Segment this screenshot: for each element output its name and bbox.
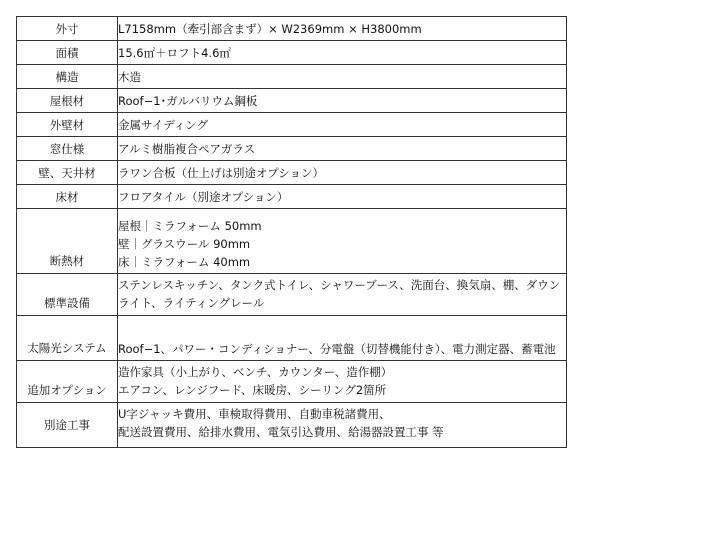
spec-row-additional-options <box>17 361 567 403</box>
spec-value-line: フロアタイル（別途オプション） <box>118 189 289 204</box>
spec-value-line: 床｜ミラフォーム 40mm <box>118 255 251 269</box>
spec-label: 外寸 <box>17 17 118 41</box>
spec-value-line: 屋根｜ミラフォーム 50mm <box>118 219 262 233</box>
spec-value <box>118 209 567 274</box>
spec-value-line: エアコン、レンジフード、床暖房、シーリング2箇所 <box>118 383 387 397</box>
spec-value-line: ラワン合板（仕上げは別途オプション） <box>118 165 324 180</box>
spec-label: 追加オプション <box>17 361 118 403</box>
spec-label: 標準設備 <box>17 274 118 316</box>
spec-value-line: 15.6㎡＋ロフト4.6㎡ <box>118 45 231 60</box>
spec-value-line: Roof−1･ガルバリウム鋼板 <box>118 93 258 108</box>
spec-value <box>118 361 567 403</box>
spec-table <box>16 16 567 448</box>
spec-value <box>118 274 567 316</box>
spec-value <box>118 185 567 209</box>
spec-label: 外壁材 <box>17 113 118 137</box>
spec-value-line: 壁｜グラスウール 90mm <box>118 237 251 251</box>
spec-label: 構造 <box>17 65 118 89</box>
spec-value <box>118 316 567 361</box>
spec-value <box>118 17 567 41</box>
spec-value-line: 造作家具（小上がり、ベンチ、カウンター、造作棚） <box>118 365 393 379</box>
spec-row-area <box>17 41 567 65</box>
spec-value <box>118 65 567 89</box>
spec-value <box>118 113 567 137</box>
spec-label: 面積 <box>17 41 118 65</box>
spec-value <box>118 403 567 448</box>
spec-value-line: Roof−1、パワー・コンディショナー、分電盤（切替機能付き）、電力測定器、蓄電池 <box>118 342 556 356</box>
spec-row-outer-size <box>17 17 567 41</box>
spec-value-line: ステンレスキッチン、タンク式トイレ、シャワーブース、洗面台、換気扇、棚、ダウン <box>118 278 561 292</box>
spec-value-line: ライト、ライティングレール <box>118 296 265 310</box>
spec-value-line: 配送設置費用、給排水費用、電気引込費用、給湯器設置工事 等 <box>118 425 444 439</box>
spec-label: 別途工事 <box>17 403 118 448</box>
spec-value <box>118 89 567 113</box>
spec-label: 太陽光システム <box>17 316 118 361</box>
spec-value-line: L7158mm（牽引部含まず）× W2369mm × H3800mm <box>118 21 422 36</box>
spec-value-line: アルミ樹脂複合ペアガラス <box>118 141 256 156</box>
spec-value-line: 金属サイディング <box>118 117 209 132</box>
spec-label: 壁、天井材 <box>17 161 118 185</box>
spec-row-roof-material <box>17 89 567 113</box>
spec-label: 窓仕様 <box>17 137 118 161</box>
spec-row-insulation <box>17 209 567 274</box>
spec-row-wall-ceiling <box>17 161 567 185</box>
spec-label: 屋根材 <box>17 89 118 113</box>
spec-value <box>118 137 567 161</box>
spec-value <box>118 41 567 65</box>
spec-row-solar-system <box>17 316 567 361</box>
spec-label: 断熱材 <box>17 209 118 274</box>
spec-row-window <box>17 137 567 161</box>
spec-row-floor <box>17 185 567 209</box>
spec-label: 床材 <box>17 185 118 209</box>
spec-value-line: U字ジャッキ費用、車検取得費用、自動車税諸費用、 <box>118 407 391 421</box>
spec-row-structure <box>17 65 567 89</box>
spec-value <box>118 161 567 185</box>
spec-row-standard-equipment <box>17 274 567 316</box>
spec-row-exterior-wall <box>17 113 567 137</box>
spec-row-separate-work <box>17 403 567 448</box>
spec-value-line: 木造 <box>118 69 141 84</box>
